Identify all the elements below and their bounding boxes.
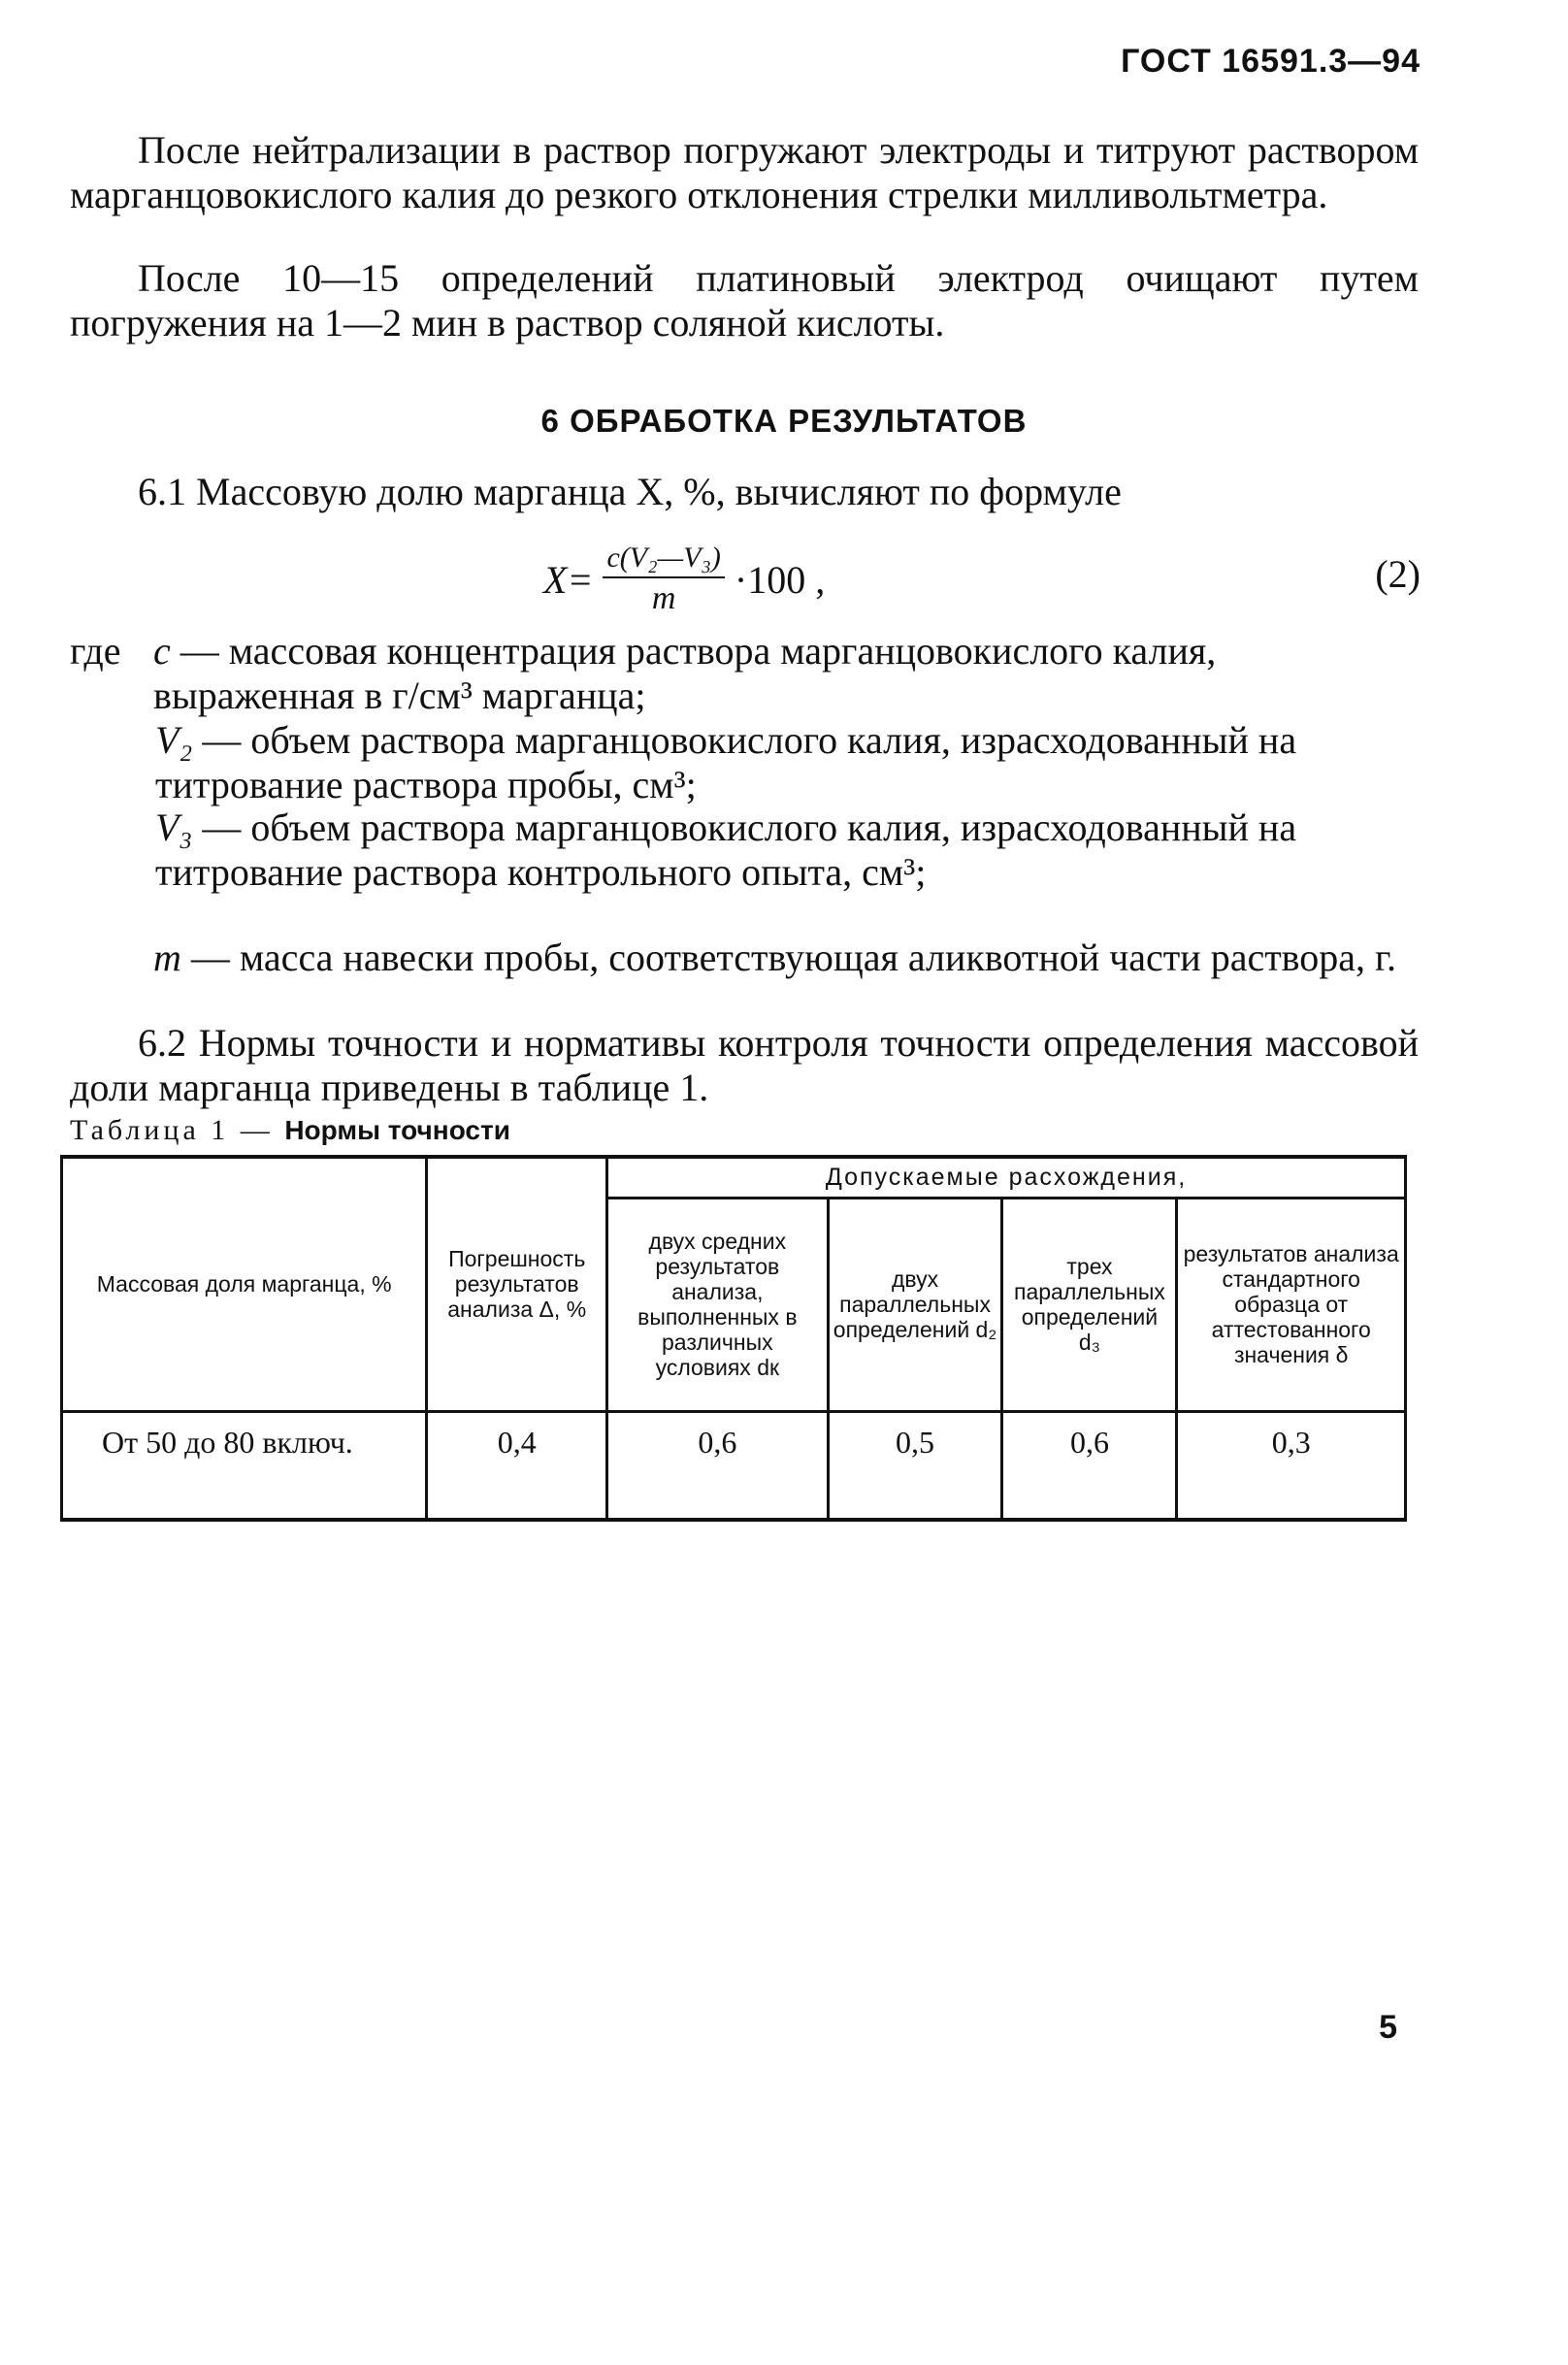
def-text: — объем раствора марганцовокислого калия, израсходованный на титрование раствора пробы, см³; xyxy=(155,718,1297,806)
header-dk: двух средних результатов анализа, выполненных в различных условиях dк xyxy=(607,1198,829,1411)
paragraph-table-reference: 6.2 Нормы точности и нормативы контроля точности определения массовой доли марганца приведены в таблице 1. xyxy=(70,1021,1419,1109)
section-title: 6 ОБРАБОТКА РЕЗУЛЬТАТОВ xyxy=(540,403,1028,439)
cell-d2: 0,5 xyxy=(828,1411,1002,1520)
paragraph-electrode-cleaning: После 10—15 определений платиновый электрод очищают путем погружения на 1—2 мин в раствор соляной кислоты. xyxy=(70,256,1419,345)
header-delta-std: результатов анализа стандартного образца от аттестованного значения δ xyxy=(1177,1198,1406,1411)
formula-denominator: m xyxy=(651,580,676,616)
def-symbol: m xyxy=(153,936,181,979)
formula-number: (2) xyxy=(1375,552,1421,596)
table-caption-title: Нормы точности xyxy=(284,1115,510,1145)
formula-fraction xyxy=(603,542,724,617)
cell-d3: 0,6 xyxy=(1002,1411,1177,1520)
def-symbol: c xyxy=(153,629,171,673)
def-symbol: V₂ xyxy=(155,718,193,762)
definition-v2 xyxy=(155,718,1417,807)
table-caption-prefix: Таблица 1 — xyxy=(70,1114,274,1146)
cell-delta: 0,4 xyxy=(427,1411,607,1520)
paragraph-neutralization: После нейтрализации в раствор погружают электроды и титруют раствором марганцовокислого калия до резкого отклонения стрелки милливольтметра. xyxy=(70,128,1419,216)
header-error: Погрешность результатов анализа Δ, % xyxy=(427,1157,607,1411)
formula-rhs: ·100 , xyxy=(734,557,826,602)
formula-lhs: X= xyxy=(543,557,594,602)
def-text: — масса навески пробы, соответствующая аликвотной части раствора, г. xyxy=(190,936,1396,979)
header-d3: трех параллельных определений d₃ xyxy=(1002,1198,1177,1411)
cell-range: От 50 до 80 включ. xyxy=(62,1411,427,1520)
definition-m xyxy=(153,936,1415,980)
def-text: — объем раствора марганцовокислого калия, израсходованный на титрование раствора контрольного опыта, см³; xyxy=(155,805,1297,894)
formula-numerator: c(V₂—V₃) xyxy=(603,542,724,578)
definition-c xyxy=(153,629,1415,718)
paragraph-formula-intro: 6.1 Массовую долю марганца X, %, вычисляют по формуле xyxy=(138,470,1122,513)
cell-dk: 0,6 xyxy=(607,1411,829,1520)
cell-delta-std: 0,3 xyxy=(1177,1411,1406,1520)
header-allowed-discrepancies: Допускаемые расхождения, xyxy=(607,1157,1406,1198)
header-mass-fraction: Массовая доля марганца, % xyxy=(62,1157,427,1411)
table-caption xyxy=(70,1114,510,1147)
def-symbol: V₃ xyxy=(155,805,193,849)
page-number: 5 xyxy=(1379,2009,1397,2046)
accuracy-table xyxy=(60,1155,1407,1522)
header-d2: двух параллельных определений d₂ xyxy=(828,1198,1002,1411)
document-header: ГОСТ 16591.3—94 xyxy=(1121,43,1421,80)
table-row xyxy=(62,1411,1406,1520)
formula xyxy=(543,542,825,617)
def-text: — массовая концентрация раствора марганцовокислого калия, выраженная в г/см³ марганца; xyxy=(153,629,1217,717)
def-lead: где xyxy=(70,629,121,673)
definition-v3 xyxy=(155,805,1417,895)
